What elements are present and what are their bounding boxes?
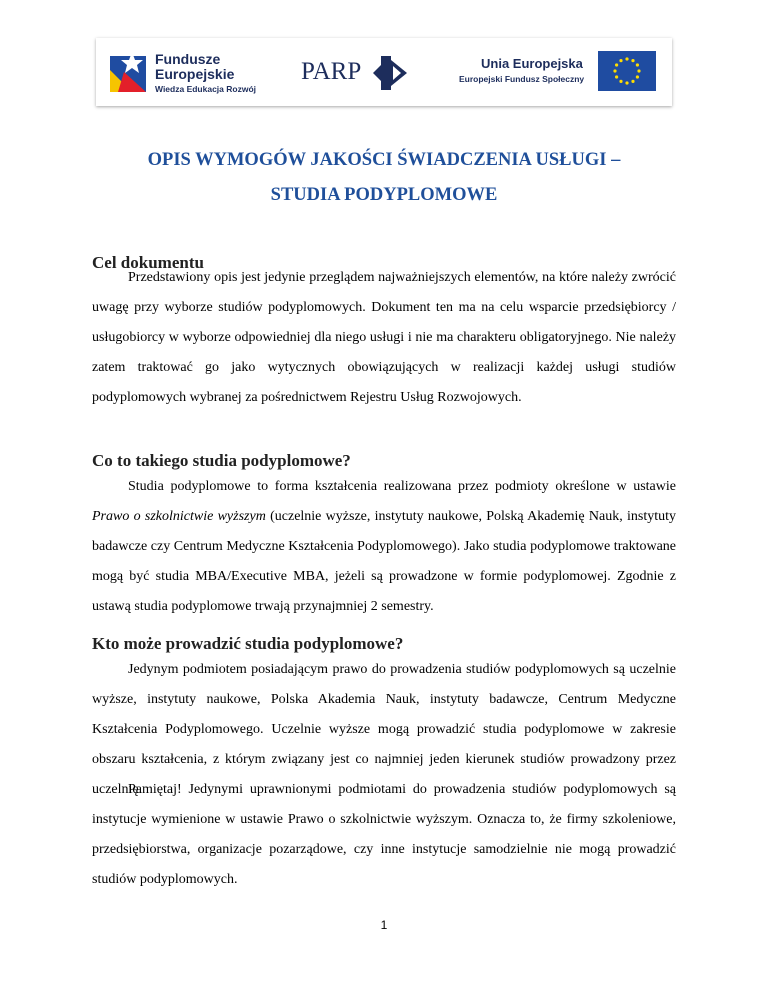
parp-logo <box>301 56 411 90</box>
parp-mark-icon <box>373 56 409 90</box>
paragraph-what-is: Studia podyplomowe to forma kształcenia realizowana przez podmioty określone w ustawie Prawo o szkolnictwie wyższym (uczelnie wyższe, instytuty naukowe, Polską Akademię Nauk, instytuty badawcze czy Centrum Medyczne Kształcenia Podyplomowego). Jako studia podyplomowe traktowane mogą być studia MBA/Executive MBA, jeżeli są prowadzone w formie podyplomowej. Zgodnie z ustawą studia podyplomowe trwają przynajmniej 2 semestry. <box>92 479 676 614</box>
document-title-line1: OPIS WYMOGÓW JAKOŚCI ŚWIADCZENIA USŁUGI – <box>147 150 621 170</box>
paragraph-purpose: Przedstawiony opis jest jedynie przeglądem najważniejszych elementów, na które należy zwrócić uwagę przy wyborze studiów podyplomowych. Dokument ten ma na celu wsparcie przedsiębiorcy / usługobiorcy w wyborze odpowiedniej dla niego usługi i nie ma charakteru obligatoryjnego. Nie należy zatem traktować go jako wytycznych obowiązujących w realizacji każdej usługi studiów podyplomowych wybranej za pośrednictwem Rejestru Usług Rozwojowych. <box>92 270 676 405</box>
law-name-italic: Prawo o szkolnictwie wyższym <box>92 509 266 524</box>
page-number: 1 <box>380 918 388 932</box>
fe-line1: Fundusze <box>155 51 221 67</box>
eu-line2: Europejski Fundusz Społeczny <box>459 74 585 84</box>
parp-text: PARP <box>301 58 362 85</box>
fe-line2: Europejskie <box>155 66 235 82</box>
fundusze-europejskie-logo <box>110 50 270 98</box>
eu-text <box>459 56 584 84</box>
section-heading-who-can: Kto może prowadzić studia podyplomowe? <box>92 634 404 653</box>
document-title-line2: STUDIA PODYPLOMOWE <box>270 185 498 205</box>
fe-star-icon <box>110 50 150 92</box>
logo-bar <box>96 38 672 106</box>
eu-flag-icon <box>598 51 656 91</box>
paragraph-who-can: Jedynym podmiotem posiadającym prawo do prowadzenia studiów podyplomowych są uczelnie wyższe, instytuty naukowe, Polska Akademia Nauk, instytuty badawcze, Centrum Medyczne Kształcenia Podyplomowego. Uczelnie wyższe mogą prowadzić studia podyplomowe w zakresie obszaru kształcenia, z którym związany jest co najmniej jeden kierunek studiów prowadzony przez uczelnię. <box>92 662 676 797</box>
section-heading-what-is: Co to takiego studia podyplomowe? <box>92 451 351 470</box>
section-heading-purpose: Cel dokumentu <box>92 253 204 272</box>
eu-line1: Unia Europejska <box>481 56 583 71</box>
fe-line3: Wiedza Edukacja Rozwój <box>155 84 256 94</box>
paragraph-remember: Pamiętaj! Jedynymi uprawnionymi podmiotami do prowadzenia studiów podyplomowych są instytucje wymienione w ustawie Prawo o szkolnictwie wyższym. Oznacza to, że firmy szkoleniowe, przedsiębiorstwa, organizacje pozarządowe, czy inne instytucje samodzielnie nie mogą prowadzić studiów podyplomowych. <box>92 782 676 887</box>
